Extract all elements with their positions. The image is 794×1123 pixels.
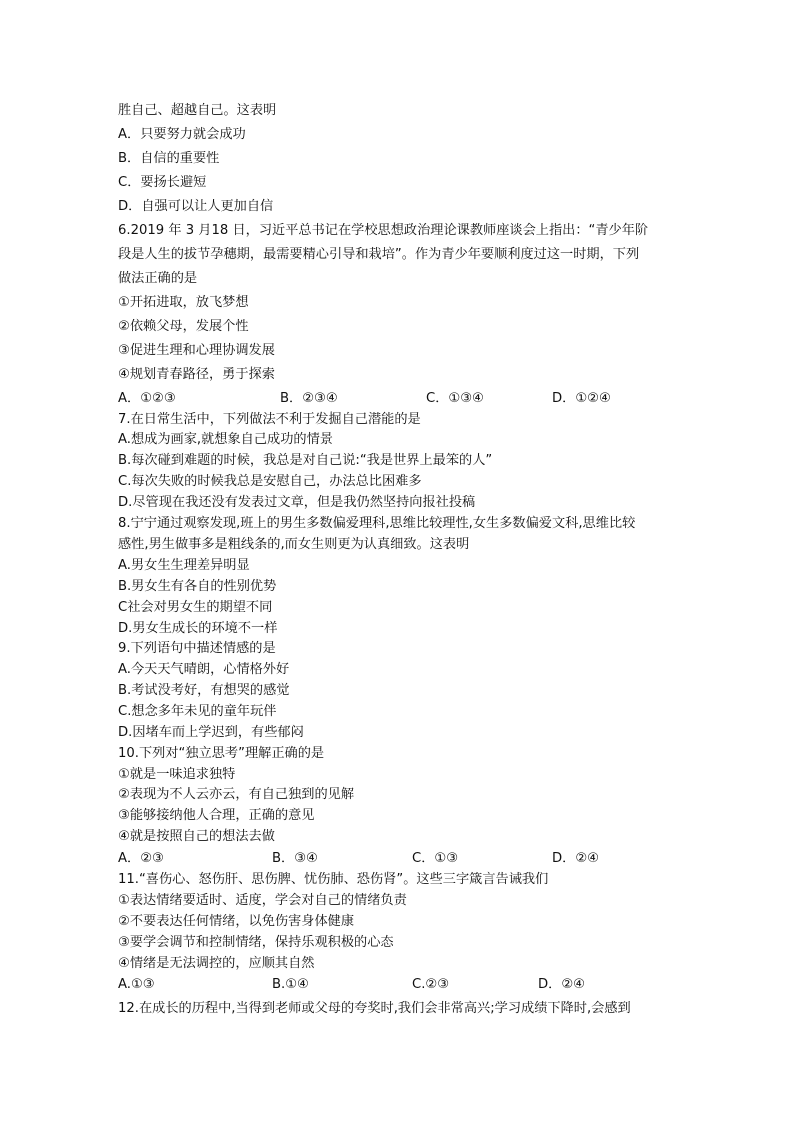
q8-option-a: A.男女生生理差异明显 xyxy=(118,558,250,573)
q10-item-1: ①就是一味追求独特 xyxy=(118,767,236,782)
q8-stem-line1: 8.宁宁通过观察发现,班上的男生多数偏爱理科,思维比较理性,女生多数偏爱文科,思维比较 xyxy=(118,516,636,531)
q9-option-c: C.想念多年未见的童年玩伴 xyxy=(118,704,277,719)
q7-option-c: C.每次失败的时候我总是安慰自己，办法总比困难多 xyxy=(118,474,422,489)
q11-options xyxy=(118,976,678,994)
q11-stem: 11.“喜伤心、怒伤肝、思伤脾、忧伤肺、恐伤肾”。这些三字箴言告诫我们 xyxy=(118,872,549,887)
q12-stem: 12.在成长的历程中,当得到老师或父母的夸奖时,我们会非常高兴;学习成绩下降时,会感到 xyxy=(118,1001,631,1016)
q11-option-d: D．②④ xyxy=(538,977,585,992)
q6-stem-line2: 段是人生的拔节孕穗期，最需要精心引导和栽培”。作为青少年要顺利度过这一时期，下列 xyxy=(118,247,640,262)
q10-option-a: A．②③ xyxy=(118,851,164,866)
q6-item-1: ①开拓进取，放飞梦想 xyxy=(118,295,249,310)
q11-item-1: ①表达情绪要适时、适度，学会对自己的情绪负责 xyxy=(118,893,407,908)
q10-option-d: D．②④ xyxy=(552,851,599,866)
q5-option-d: D．自强可以让人更加自信 xyxy=(118,199,274,214)
q8-option-d: D.男女生成长的环境不一样 xyxy=(118,621,278,636)
q5-stem-cont: 胜自己、超越自己。这表明 xyxy=(118,103,277,118)
q10-item-3: ③能够接纳他人合理，正确的意见 xyxy=(118,808,315,823)
q11-option-c: C.②③ xyxy=(412,977,450,992)
q10-option-b: B．③④ xyxy=(272,851,318,866)
q6-stem-line3: 做法正确的是 xyxy=(118,271,198,286)
q9-option-d: D.因堵车而上学迟到，有些郁闷 xyxy=(118,725,304,740)
q9-stem: 9.下列语句中描述情感的是 xyxy=(118,641,276,656)
q8-stem-line2: 感性,男生做事多是粗线条的,而女生则更为认真细致。这表明 xyxy=(118,537,470,552)
q6-option-d: D．①②④ xyxy=(552,391,611,406)
q10-item-2: ②表现为不人云亦云，有自己独到的见解 xyxy=(118,787,355,802)
q11-option-a: A.①③ xyxy=(118,977,155,992)
q7-option-b: B.每次碰到难题的时候，我总是对自己说:“我是世界上最笨的人” xyxy=(118,453,493,468)
q5-option-c: C．要扬长避短 xyxy=(118,175,207,190)
q11-item-4: ④情绪是无法调控的，应顺其自然 xyxy=(118,956,315,971)
q6-option-c: C．①③④ xyxy=(426,391,484,406)
q8-option-c: C社会对男女生的期望不同 xyxy=(118,600,273,615)
q6-item-3: ③促进生理和心理协调发展 xyxy=(118,343,275,358)
q6-option-b: B．②③④ xyxy=(280,391,338,406)
q6-item-4: ④规划青春路径，勇于探索 xyxy=(118,367,275,382)
q5-option-b: B．自信的重要性 xyxy=(118,151,220,166)
q8-option-b: B.男女生有各自的性别优势 xyxy=(118,579,277,594)
q6-options xyxy=(118,390,678,408)
q11-item-3: ③要学会调节和控制情绪，保持乐观积极的心态 xyxy=(118,935,394,950)
q7-option-a: A.想成为画家,就想象自己成功的情景 xyxy=(118,432,333,447)
q5-option-a: A．只要努力就会成功 xyxy=(118,127,246,142)
q7-option-d: D.尽管现在我还没有发表过文章，但是我仍然坚持向报社投稿 xyxy=(118,495,476,510)
q7-stem: 7.在日常生活中，下列做法不利于发掘自己潜能的是 xyxy=(118,412,421,427)
q9-option-a: A.今天天气晴朗，心情格外好 xyxy=(118,662,290,677)
q6-stem-line1: 6.2019 年 3 月18 日，习近平总书记在学校思想政治理论课教师座谈会上指出：“青少年阶 xyxy=(118,223,649,238)
q10-stem: 10.下列对“独立思考”理解正确的是 xyxy=(118,746,325,761)
q11-item-2: ②不要表达任何情绪，以免伤害身体健康 xyxy=(118,914,355,929)
q6-option-a: A．①②③ xyxy=(118,391,176,406)
q10-option-c: C．①③ xyxy=(412,851,459,866)
q10-item-4: ④就是按照自己的想法去做 xyxy=(118,829,275,844)
q9-option-b: B.考试没考好，有想哭的感觉 xyxy=(118,683,290,698)
q10-options xyxy=(118,850,678,868)
q11-option-b: B.①④ xyxy=(272,977,309,992)
q6-item-2: ②依赖父母，发展个性 xyxy=(118,319,249,334)
